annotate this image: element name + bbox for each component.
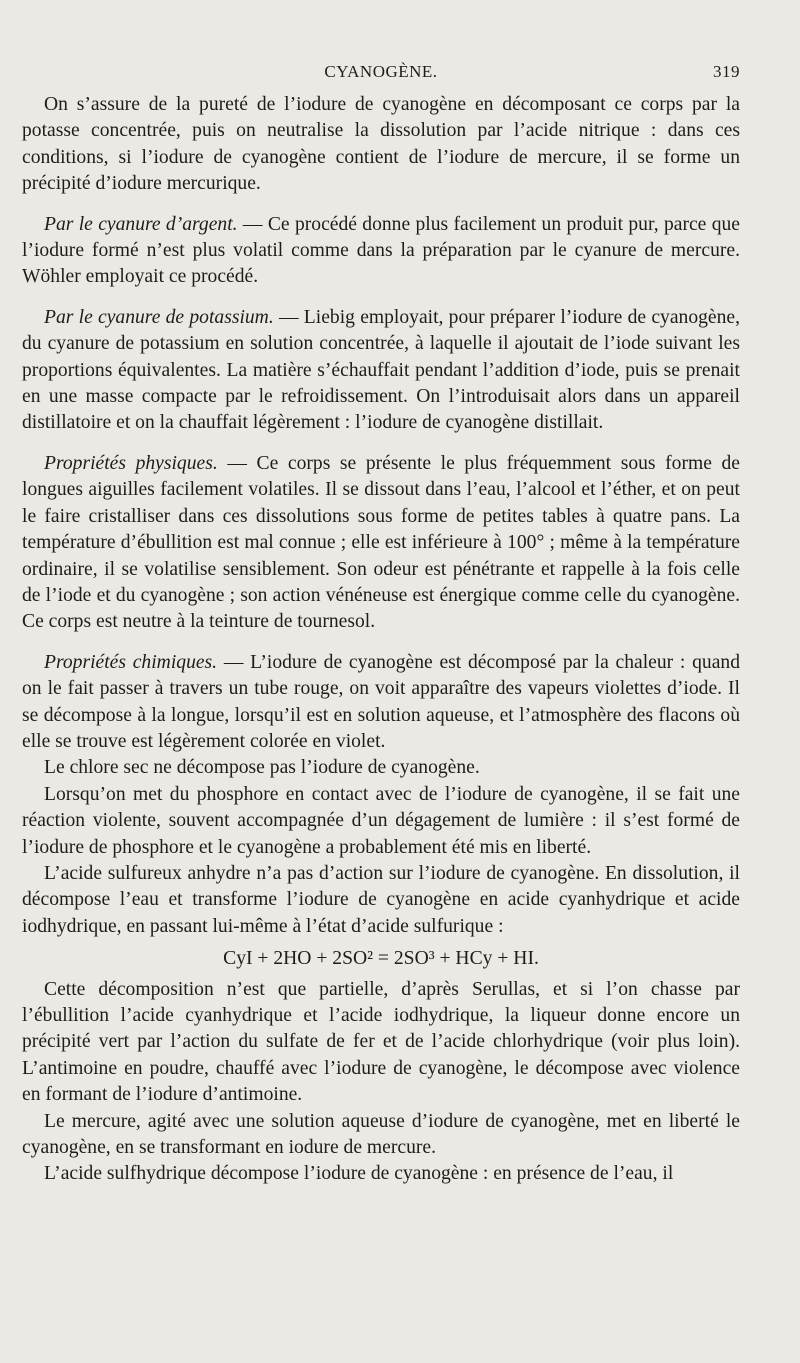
paragraph-physical-properties: Propriétés physiques. — Ce corps se présente le plus fréquemment sous forme de longues aiguilles facilement volatiles. Il se dissout dans l’eau, l’alcool et l’éther, et on peut le faire cristalliser dans ces dissolutions sous forme de petites tables à quatre pans. La température d’ébullition est mal connue ; elle est inférieure à 100° ; même à la température ordinaire, il se volatilise sensiblement. Son odeur est pénétrante et rappelle à la fois celle de l’iode et du cyanogène ; son action vénéneuse est énergique comme celle du cyanogène. Ce corps est neutre à la teinture de tournesol. [22,452,740,633]
paragraph-phosphorus: Lorsqu’on met du phosphore en contact avec de l’iodure de cyanogène, il se fait une réaction violente, souvent accompagnée d’un dégagement de lumière : il s’est formé de l’iodure de phosphore et le cyanogène a probablement été mis en liberté. [22,783,740,858]
section-lead: Propriétés chimiques. [44,651,218,673]
paragraph-partial-decomposition: Cette décomposition n’est que partielle, d’après Serullas, et si l’on chasse par l’ébullition l’acide cyanhydrique et l’acide iodhydrique, la liqueur donne encore un précipité vert par l’action du sulfate de fer et de l’acide chlorhydrique (voir plus loin). L’antimoine en poudre, chauffé avec l’iodure de cyanogène, le décompose avec violence en formant de l’iodure d’antimoine. [22,978,740,1106]
running-header [22,62,740,86]
chemical-equation: CyI + 2HO + 2SO² = 2SO³ + HCy + HI. [223,948,539,970]
page-body [22,92,740,1188]
paragraph-hydrogen-sulfide: L’acide sulfhydrique décompose l’iodure de cyanogène : en présence de l’eau, il [44,1163,674,1185]
paragraph-mercury: Le mercure, agité avec une solution aqueuse d’iodure de cyanogène, met en liberté le cyanogène, en se transformant en iodure de mercure. [22,1110,740,1159]
paragraph-chlorine: Le chlore sec ne décompose pas l’iodure de cyanogène. [44,757,480,779]
paragraph-silver-cyanide: Par le cyanure d’argent. — Ce procédé donne plus facilement un produit pur, parce que l’iodure formé n’est plus volatil comme dans la préparation par le cyanure de mercure. Wöhler employait ce procédé. [22,213,740,288]
paragraph-potassium-cyanide: Par le cyanure de potassium. — Liebig employait, pour préparer l’iodure de cyanogène, du cyanure de potassium en solution concentrée, à laquelle il ajoutait de l’iode suivant les proportions équivalentes. La matière s’échauffait pendant l’addition d’iode, puis se prenait en une masse compacte par le refroidissement. On l’introduisait alors dans un appareil distillatoire et on la chauffait légèrement : l’iodure de cyanogène distillait. [22,306,740,434]
paragraph-purity-check: On s’assure de la pureté de l’iodure de cyanogène en décomposant ce corps par la potasse concentrée, puis on neutralise la dissolution par l’acide nitrique : dans ces conditions, si l’iodure de cyanogène contient de l’iodure de mercure, il se forme un précipité d’iodure mercurique. [22,94,740,195]
page-number: 319 [713,62,740,81]
section-lead: Par le cyanure d’argent. [44,213,238,235]
section-lead: Par le cyanure de potassium. [44,306,274,328]
section-lead: Propriétés physiques. [44,452,218,474]
paragraph-chemical-properties: Propriétés chimiques. — L’iodure de cyanogène est décomposé par la chaleur : quand on le fait passer à travers un tube rouge, on voit apparaître des vapeurs violettes d’iode. Il se décompose à la longue, lorsqu’il est en solution aqueuse, et l’atmosphère des flacons où elle se trouve est légèrement colorée en violet. [22,651,740,752]
paragraph-sulfurous-acid: L’acide sulfureux anhydre n’a pas d’action sur l’iodure de cyanogène. En dissolution, il décompose l’eau et transforme l’iodure de cyanogène en acide cyanhydrique et acide iodhydrique, en passant lui-même à l’état d’acide sulfurique : [22,862,740,937]
running-title: CYANOGÈNE. [324,62,438,81]
